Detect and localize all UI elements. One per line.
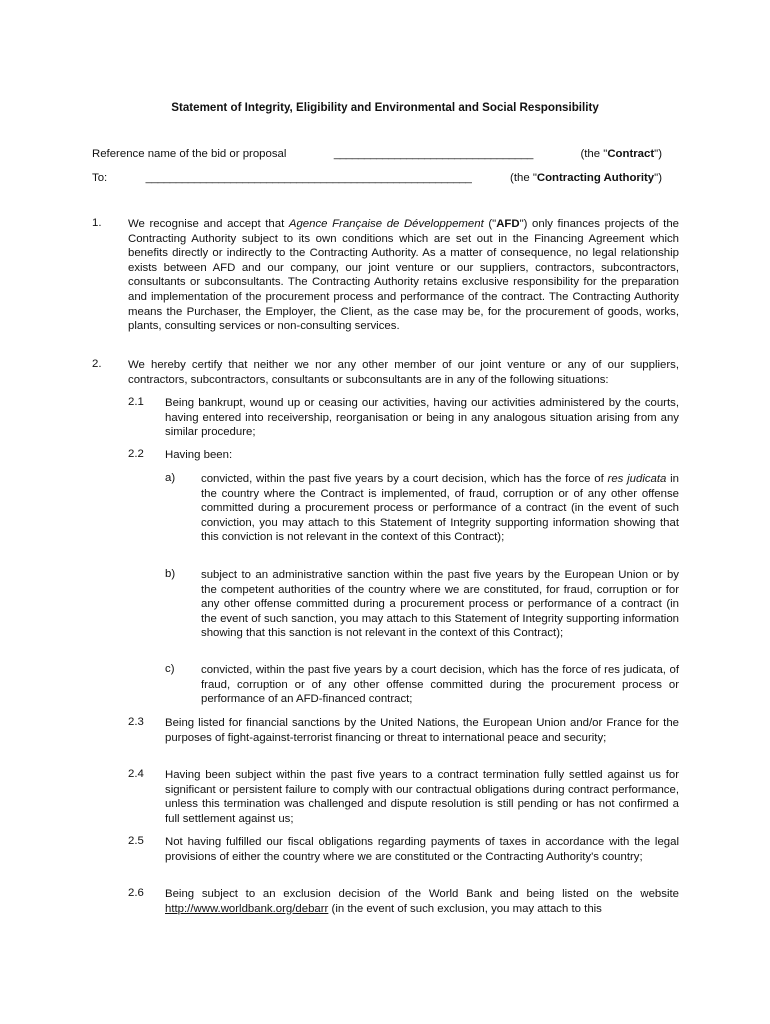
item-2-2-text: Having been: bbox=[165, 449, 233, 461]
item-2-6-text: Being subject to an exclusion decision of the World Bank and being listed on the website http://www.worldbank.org/debarr (in the event of such exclusion, you may attach to this bbox=[165, 888, 679, 915]
item-2-3-number: 2.3 bbox=[128, 716, 144, 728]
item-2-5-number: 2.5 bbox=[128, 835, 144, 847]
item-2-2-c-letter: c) bbox=[165, 663, 175, 675]
item-2-1-text: Being bankrupt, wound up or ceasing our activities, having our activities administered by the courts, having entered into receivership, reorganisation or being in any analogous situation arising from any similar procedure; bbox=[165, 397, 679, 439]
section-1-number: 1. bbox=[92, 217, 102, 229]
section-2-text: We hereby certify that neither we nor any other member of our joint venture or any of our suppliers, contractors, subcontractors, consultants or subconsultants are in any of the following situations: bbox=[128, 359, 679, 386]
to-suffix: (the "Contracting Authority") bbox=[510, 172, 662, 184]
item-2-2-b-letter: b) bbox=[165, 568, 176, 580]
item-2-2-a-text: convicted, within the past five years by a court decision, which has the force of res judicata in the country where the Contract is implemented, of fraud, corruption or of any other offense committed during a procurement process or performance of a contract (in the event of such conviction, you may attach to this Statement of Integrity supporting information showing that this conviction is not relevant in the context of this Contract); bbox=[201, 473, 679, 544]
item-2-4-text: Having been subject within the past five years to a contract termination fully settled against us for significant or persistent failure to comply with our contractual obligations during contract performance, unless this termination was challenged and dispute resolution is still pending or has not confirmed a full settlement against us; bbox=[165, 769, 679, 825]
page-title: Statement of Integrity, Eligibility and Environmental and Social Responsibility bbox=[171, 101, 599, 114]
to-blank[interactable]: ______________________________________________________ bbox=[145, 172, 472, 184]
item-2-3-text: Being listed for financial sanctions by the United Nations, the European Union and/or France for the purposes of fight-against-terrorist financing or threat to international peace and security; bbox=[165, 717, 679, 744]
reference-suffix: (the "Contract") bbox=[580, 148, 662, 160]
item-2-2-c-text: convicted, within the past five years by a court decision, which has the force of res judicata, of fraud, corruption or of any other offense committed during the procurement process or performance of an AFD-financed contract; bbox=[201, 664, 679, 706]
reference-label: Reference name of the bid or proposal bbox=[92, 148, 287, 160]
section-2-number: 2. bbox=[92, 358, 102, 370]
to-label: To: bbox=[92, 172, 108, 184]
item-2-2-b-text: subject to an administrative sanction within the past five years by the European Union or by the competent authorities of the country where we are constituted, for fraud, corruption or for any other offense committed during a procurement process or performance of a contract (in the event of such sanction, you may attach to this Statement of Integrity supporting information showing that this sanction is not relevant in the context of this Contract); bbox=[201, 569, 679, 640]
item-2-4-number: 2.4 bbox=[128, 768, 144, 780]
item-2-6-number: 2.6 bbox=[128, 887, 144, 899]
item-2-5-text: Not having fulfilled our fiscal obligations regarding payments of taxes in accordance with the legal provisions of either the country where we are constituted or the Contracting Authority's country; bbox=[165, 836, 679, 863]
reference-line bbox=[92, 148, 662, 160]
item-2-1-number: 2.1 bbox=[128, 396, 144, 408]
section-1-text: We recognise and accept that Agence Française de Développement ("AFD") only finances projects of the Contracting Authority subject to its own conditions which are set out in the Financing Agreement which benefits directly or indirectly to the Contracting Authority. As a matter of consequence, no legal relationship exists between AFD and our company, our joint venture or our suppliers, contractors, subcontractors, consultants or subconsultants. The Contracting Authority retains exclusive responsibility for the preparation and implementation of the procurement process and performance of the contract. The Contracting Authority means the Purchaser, the Employer, the Client, as the case may be, for the procurement of goods, works, plants, consulting services or non-consulting services. bbox=[128, 218, 679, 333]
reference-blank[interactable]: _________________________________ bbox=[333, 148, 534, 160]
item-2-2-number: 2.2 bbox=[128, 448, 144, 460]
to-line bbox=[92, 172, 662, 184]
worldbank-debarr-link[interactable]: http://www.worldbank.org/debarr bbox=[165, 902, 329, 915]
item-2-2-a-letter: a) bbox=[165, 472, 176, 484]
